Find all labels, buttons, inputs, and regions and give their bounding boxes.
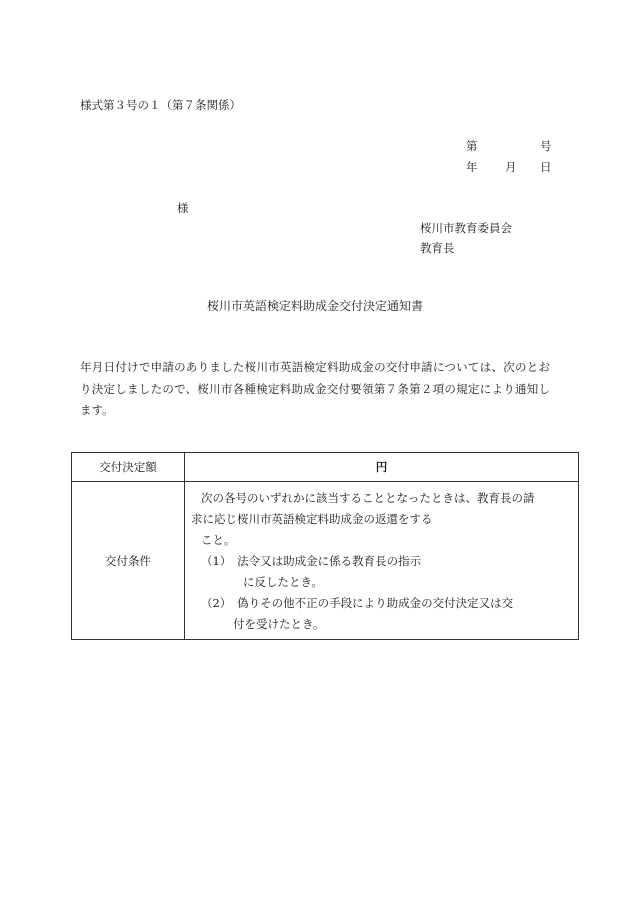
condition-line: 次の各号のいずれかに該当することとなったときは、教育長の請 — [201, 491, 535, 505]
condition-item-1: （1） 法令又は助成金に係る教育長の指示 — [201, 554, 422, 568]
body-paragraph — [80, 357, 550, 422]
issuer-organization: 桜川市教育委員会 — [420, 221, 512, 235]
conditions-label: 交付条件 — [72, 482, 185, 640]
condition-line: 求に応じ桜川市英語検定料助成金の返還をする — [191, 512, 433, 526]
conditions-text — [185, 482, 579, 640]
document-number-prefix: 第 — [466, 139, 478, 153]
amount-label: 交付決定額 — [72, 453, 185, 482]
form-number: 様式第３号の１（第７条関係） — [80, 98, 241, 112]
amount-value: 円 — [185, 453, 579, 482]
issue-date-year: 年 — [466, 160, 478, 174]
amount-row — [72, 453, 579, 482]
issue-date-month: 月 — [505, 160, 517, 174]
condition-item-1-cont: に反したとき。 — [243, 575, 324, 589]
condition-item-2: （2） 偽りその他不正の手段により助成金の交付決定又は交 — [201, 596, 514, 610]
issuer-title: 教育長 — [420, 241, 455, 255]
condition-line: こと。 — [201, 533, 236, 547]
body-month: 月 — [91, 360, 104, 374]
document-title: 桜川市英語検定料助成金交付決定通知書 — [206, 299, 423, 313]
conditions-row — [72, 482, 579, 640]
body-year: 年 — [80, 360, 92, 374]
body-text: 日付けで申請のありました桜川市英語検定料助成金の交付申請については、次のとおり決定しましたので、桜川市各種検定料助成金交付要領第７条第２項の規定により通知します。 — [80, 360, 551, 417]
recipient-honorific: 様 — [177, 201, 189, 215]
document-number-suffix: 号 — [540, 139, 552, 153]
condition-item-2-cont: 付を受けたとき。 — [233, 617, 325, 631]
issue-date-day: 日 — [540, 160, 552, 174]
decision-table — [71, 452, 579, 640]
